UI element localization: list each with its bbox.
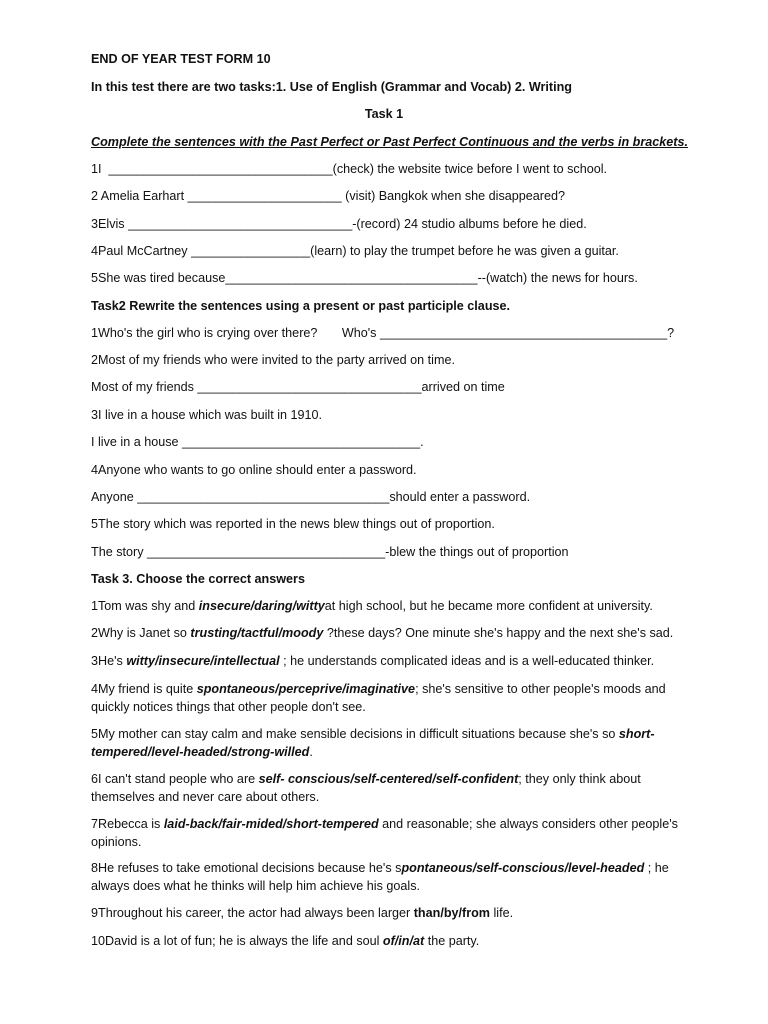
task2-line: I live in a house __________________________________. [91,435,424,449]
task3-question-8: 8He refuses to take emotional decisions because he's spontaneous/self-conscious/level-headed ; he always does what he thinks will help him achieve his goals. [91,861,669,893]
task2-line: The story __________________________________-blew the things out of proportion [91,545,569,559]
task3-question-1: 1Tom was shy and insecure/daring/wittyat high school, but he became more confident at university. [91,599,653,613]
task3-question-2: 2Why is Janet so trusting/tactful/moody ?these days? One minute she's happy and the next she's sad. [91,626,674,640]
task2-line: 5The story which was reported in the news blew things out of proportion. [91,517,495,531]
task3-question-4: 4My friend is quite spontaneous/perceprive/imaginative; she's sensitive to other people's moods and quickly notices things that other people don't see. [91,682,666,714]
task1-heading: Task 1 [364,107,404,121]
task3-heading: Task 3. Choose the correct answers [91,572,305,586]
task2-line: 3I live in a house which was built in 1910. [91,408,323,422]
task3-question-7: 7Rebecca is laid-back/fair-mided/short-tempered and reasonable; she always considers other people's opinions. [91,817,678,849]
task3-question-5: 5My mother can stay calm and make sensible decisions in difficult situations because she's so short-tempered/level-headed/strong-willed. [91,727,655,759]
task3-question-10: 10David is a lot of fun; he is always the life and soul of/in/at the party. [91,934,480,948]
task3-question-6: 6I can't stand people who are self- conscious/self-centered/self-confident; they only think about themselves and never care about others. [91,772,641,804]
answer-options: spontaneous/perceprive/imaginative [196,682,416,696]
task2-line: 2Most of my friends who were invited to the party arrived on time. [91,353,455,367]
task2-heading: Task2 Rewrite the sentences using a present or past participle clause. [91,299,511,313]
task2-line: Most of my friends ________________________________arrived on time [91,380,505,394]
answer-options: trusting/tactful/moody [190,626,324,640]
task3-question-9: 9Throughout his career, the actor had always been larger than/by/from life. [91,906,514,920]
task1-item: 5She was tired because____________________________________--(watch) the news for hours. [91,271,638,285]
task2-line: 1Who's the girl who is crying over there? Who's _________________________________________? [91,326,675,340]
task2-line: Anyone ____________________________________should enter a password. [91,490,531,504]
answer-options: than/by/from [413,906,490,920]
answer-options: short-tempered/level-headed/strong-willed [91,727,655,759]
task1-instruction: Complete the sentences with the Past Perfect or Past Perfect Continuous and the verbs in brackets. [91,135,688,149]
task2-line: 4Anyone who wants to go online should enter a password. [91,463,417,477]
answer-options: self- conscious/self-centered/self-confident [258,772,519,786]
task1-item: 2 Amelia Earhart ______________________ (visit) Bangkok when she disappeared? [91,189,566,203]
answer-options: of/in/at [382,934,425,948]
answer-options: insecure/daring/witty [198,599,325,613]
answer-options: witty/insecure/intellectual [126,654,280,668]
test-title: END OF YEAR TEST FORM 10 [91,52,271,66]
task1-item: 3Elvis ________________________________-(record) 24 studio albums before he died. [91,217,587,231]
test-intro: In this test there are two tasks:1. Use of English (Grammar and Vocab) 2. Writing [91,80,573,94]
answer-options: pontaneous/self-conscious/level-headed [401,861,645,875]
answer-options: laid-back/fair-mided/short-tempered [163,817,379,831]
task1-item: 4Paul McCartney _________________(learn) to play the trumpet before he was given a guitar. [91,244,619,258]
task1-item: 1I ________________________________(check) the website twice before I went to school. [91,162,608,176]
task3-question-3: 3He's witty/insecure/intellectual ; he understands complicated ideas and is a well-educated thinker. [91,654,655,668]
